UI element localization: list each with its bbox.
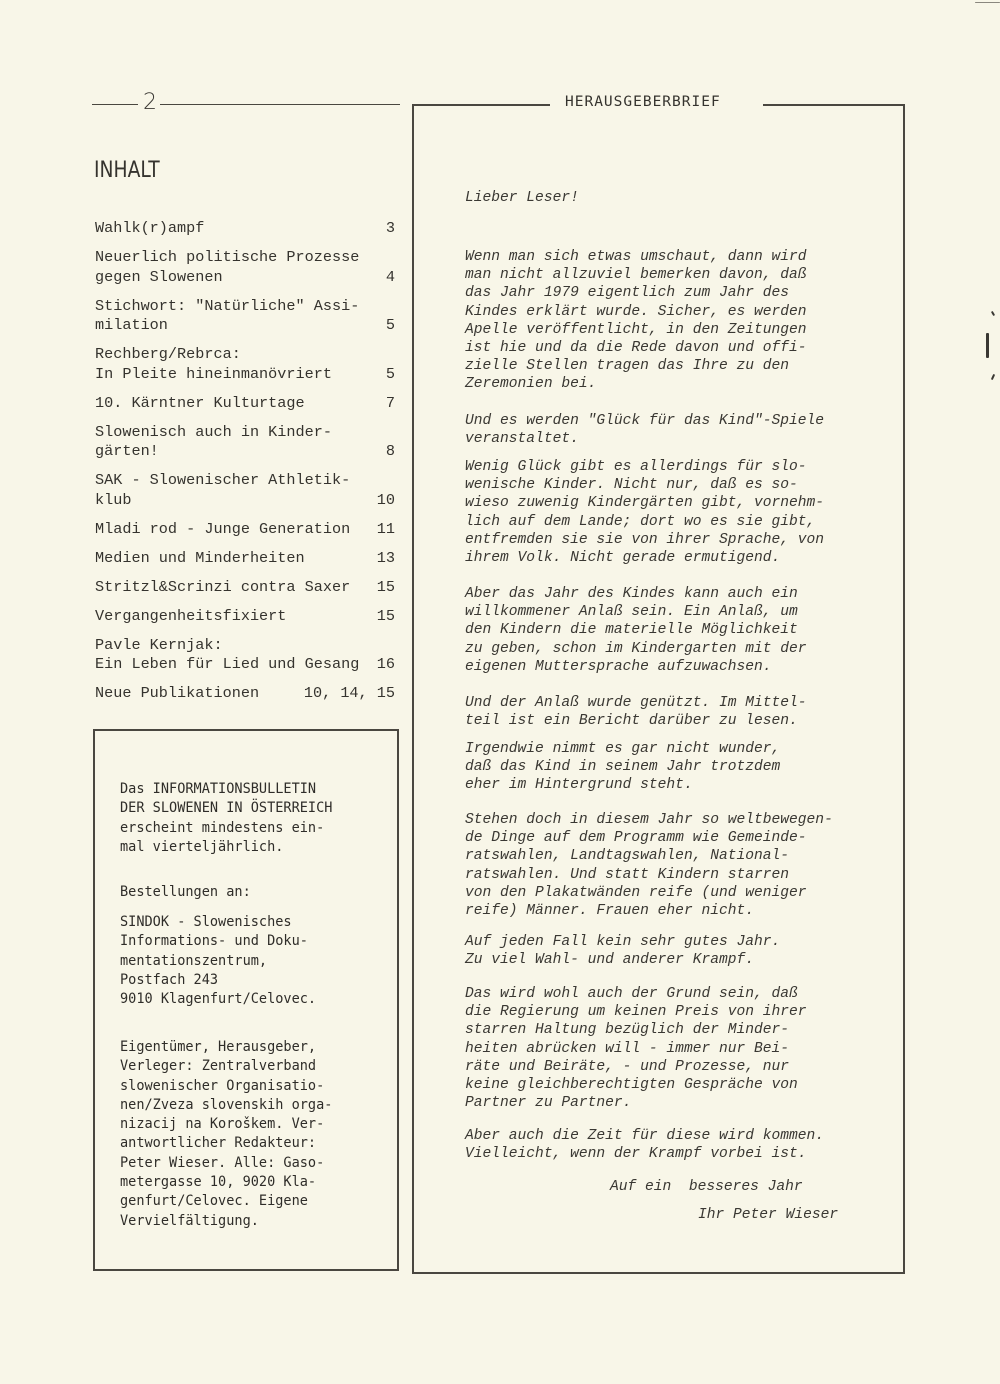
toc-item-title: Mladi rod - Junge Generation (95, 519, 351, 538)
letter-paragraph: Das wird wohl auch der Grund sein, daß die Regierung um keinen Preis von ihrer starren Haltung bezüglich der Minder- heiten abrücken will - immer nur Bei- räte und Beiräte, - und Prozesse, nur keine gleichberechtigten Gespräche von Partner zu Partner. (465, 986, 807, 1112)
toc-item[interactable] (95, 520, 395, 540)
toc-item-title: SAK - Slowenischer Athletik- klub (95, 471, 351, 509)
toc-item-title: 10. Kärntner Kulturtage (95, 393, 305, 412)
toc-item[interactable] (95, 636, 395, 675)
toc-item[interactable] (95, 549, 395, 569)
toc-item-title: Neue Publikationen (95, 684, 260, 702)
toc-item[interactable] (95, 471, 395, 510)
toc-item-page: 3 (385, 219, 395, 237)
scan-speck (991, 374, 995, 380)
toc-item[interactable] (95, 423, 395, 462)
page-number: 2 (143, 90, 156, 115)
header-rule-left (92, 104, 138, 105)
publication-info-box (93, 729, 399, 1271)
toc-item-page: 11 (376, 519, 395, 538)
toc-item-title: Stritzl&Scrinzi contra Saxer (95, 577, 351, 596)
header-rule-right (160, 104, 400, 105)
order-label: Bestellungen an: (120, 883, 251, 900)
toc-item-title: Stichwort: "Natürliche" Assi- milation (95, 296, 360, 334)
toc-item-page: 10 (376, 490, 395, 509)
table-of-contents (95, 219, 395, 713)
letter-signature: Ihr Peter Wieser (698, 1207, 839, 1223)
letter-box-top-rule-left (412, 104, 550, 106)
toc-item-page: 13 (376, 548, 395, 567)
toc-item-title: Vergangenheitsfixiert (95, 606, 287, 625)
letter-paragraph: Irgendwie nimmt es gar nicht wunder, daß das Kind in seinem Jahr trotzdem eher im Hintergrund steht. (465, 741, 781, 794)
letter-box-top-rule-right (763, 104, 905, 106)
letter-paragraph: Auf jeden Fall kein sehr gutes Jahr. Zu viel Wahl- und anderer Krampf. (465, 934, 781, 969)
letter-salutation: Lieber Leser! (465, 190, 579, 206)
toc-item-page: 7 (385, 393, 395, 412)
toc-item[interactable] (95, 578, 395, 598)
toc-item-title: Wahlk(r)ampf (95, 219, 205, 237)
letter-paragraph: Und es werden "Glück für das Kind"-Spiele veranstaltet. (465, 413, 825, 448)
toc-title: INHALT (94, 158, 160, 183)
bulletin-intro: Das INFORMATIONSBULLETIN DER SLOWENEN IN ÖSTERREICH erscheint mindestens ein- mal vierteljährlich. (120, 780, 333, 855)
toc-item-title: Slowenisch auch in Kinder- gärten! (95, 422, 332, 460)
scan-speck (986, 333, 989, 358)
toc-item-page: 16 (376, 655, 395, 673)
letter-paragraph: Aber das Jahr des Kindes kann auch ein willkommener Anlaß sein. Ein Anlaß, um den Kindern die materielle Möglichkeit zu geben, schon im Kindergarten mit der eigenen Muttersprache aufzuwachsen. (465, 586, 807, 675)
toc-item-title: Rechberg/Rebrca: In Pleite hineinmanövriert (95, 345, 332, 383)
toc-item[interactable] (95, 607, 395, 627)
letter-paragraph: Wenig Glück gibt es allerdings für slo- wenische Kinder. Nicht nur, daß es so- wieso zuwenig Kindergärten gibt, vornehm- lich auf dem Lande; dort wo es sie gibt, entfremden sie sie von ihrer Sprache, von ihrem Volk. Nicht gerade ermutigend. (465, 459, 825, 567)
imprint: Eigentümer, Herausgeber, Verleger: Zentralverband slowenischer Organisatio- nen/Zveza slovenskih orga- nizacij na Koroškem. Ver- antwortlicher Redakteur: Peter Wieser. Alle: Gaso- metergasse 10, 9020 Kla- genfurt/Celovec. Eigene Vervielfältigung. (120, 1038, 333, 1229)
order-address: SINDOK - Slowenisches Informations- und Doku- mentationszentrum, Postfach 243 9010 Klagenfurt/Celovec. (120, 913, 317, 1008)
toc-item[interactable] (95, 248, 395, 287)
toc-item-title: Medien und Minderheiten (95, 548, 305, 567)
toc-item-page: 10, 14, 15 (303, 684, 395, 702)
letter-paragraph: Und der Anlaß wurde genützt. Im Mittel- teil ist ein Bericht darüber zu lesen. (465, 695, 807, 730)
toc-item-page: 15 (376, 606, 395, 625)
toc-item-page: 4 (385, 267, 395, 286)
toc-item-title: Neuerlich politische Prozesse gegen Slowenen (95, 248, 360, 286)
toc-item-page: 5 (385, 316, 395, 334)
letter-closing: Auf ein besseres Jahr (610, 1179, 803, 1195)
toc-item-page: 5 (385, 364, 395, 383)
toc-item-title: Pavle Kernjak: Ein Leben für Lied und Gesang (95, 635, 360, 673)
scan-edge (975, 2, 1000, 3)
toc-item[interactable] (95, 297, 395, 336)
scan-speck (991, 311, 995, 316)
letter-paragraph: Wenn man sich etwas umschaut, dann wird man nicht allzuviel bemerken davon, daß das Jahr 1979 eigentlich zum Jahr des Kindes erklärt wurde. Sicher, es werden Apelle veröffentlicht, in den Zeitungen ist hie und da die Rede davon und offi- zielle Stellen tragen das Ihre zu den Zeremonien bei. (465, 249, 807, 393)
toc-item[interactable] (95, 394, 395, 414)
toc-item-page: 15 (376, 577, 395, 596)
toc-item[interactable] (95, 219, 395, 239)
letter-paragraph: Stehen doch in diesem Jahr so weltbewegen- de Dinge auf dem Programm wie Gemeinde- ratswahlen, Landtagswahlen, National- ratswahlen. Und statt Kindern starren von den Plakatwänden reife (und weniger reife) Männer. Frauen eher nicht. (465, 812, 833, 920)
toc-item[interactable] (95, 684, 395, 704)
letter-heading: HERAUSGEBERBRIEF (565, 94, 721, 110)
toc-item[interactable] (95, 345, 395, 384)
toc-item-page: 8 (385, 442, 395, 460)
letter-paragraph: Aber auch die Zeit für diese wird kommen. Vielleicht, wenn der Krampf vorbei ist. (465, 1128, 825, 1163)
